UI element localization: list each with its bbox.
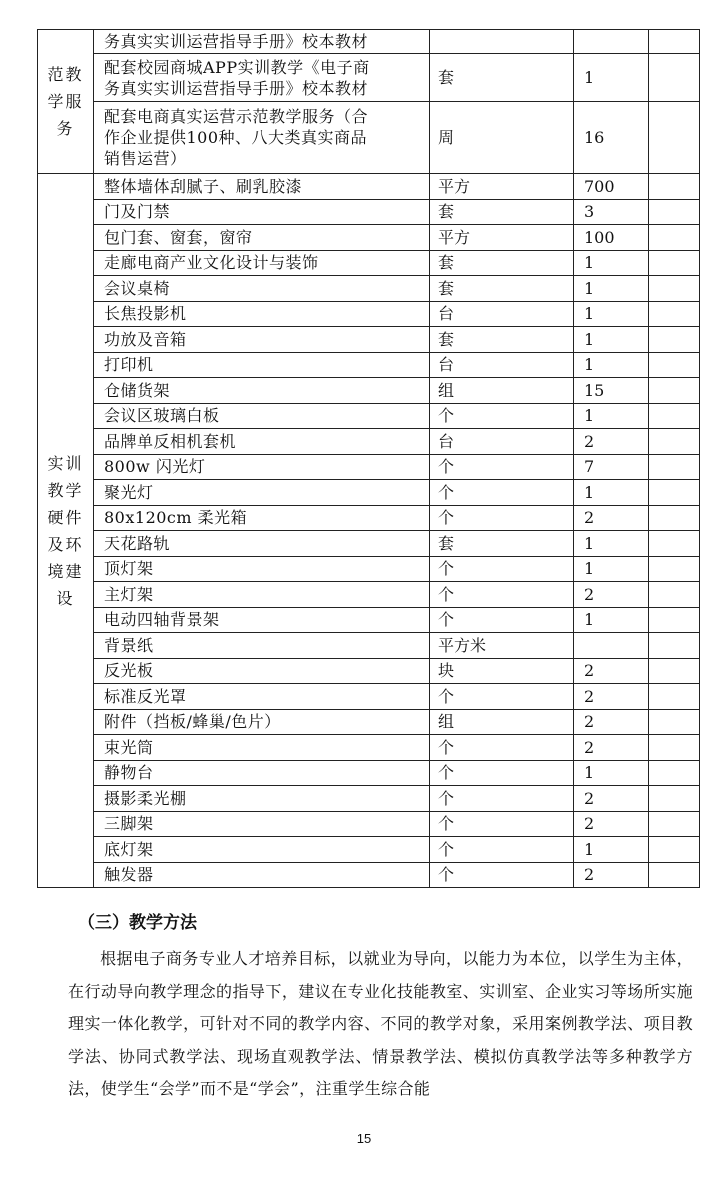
remarks-cell <box>649 556 700 582</box>
item-cell: 走廊电商产业文化设计与装饰 <box>94 250 430 276</box>
table-row <box>38 786 700 812</box>
table-row <box>38 480 700 506</box>
quantity-cell: 2 <box>574 709 649 735</box>
item-cell: 触发器 <box>94 862 430 888</box>
item-cell: 800w 闪光灯 <box>94 454 430 480</box>
item-cell: 标准反光罩 <box>94 684 430 710</box>
quantity-cell: 1 <box>574 480 649 506</box>
quantity-cell: 1 <box>574 760 649 786</box>
unit-cell: 个 <box>430 556 574 582</box>
quantity-cell: 1 <box>574 531 649 557</box>
quantity-cell <box>574 30 649 54</box>
item-cell: 摄影柔光棚 <box>94 786 430 812</box>
unit-cell: 个 <box>430 735 574 761</box>
unit-cell: 个 <box>430 403 574 429</box>
unit-cell: 套 <box>430 250 574 276</box>
unit-cell: 个 <box>430 454 574 480</box>
remarks-cell <box>649 102 700 174</box>
unit-cell: 周 <box>430 102 574 174</box>
table-row <box>38 684 700 710</box>
remarks-cell <box>649 30 700 54</box>
item-cell: 配套电商真实运营示范教学服务（合 作企业提供100种、八大类真实商品 销售运营） <box>94 102 430 174</box>
item-cell: 三脚架 <box>94 811 430 837</box>
table-row <box>38 607 700 633</box>
table-row <box>38 225 700 251</box>
remarks-cell <box>649 531 700 557</box>
remarks-cell <box>649 786 700 812</box>
unit-cell: 个 <box>430 684 574 710</box>
table-row <box>38 837 700 863</box>
unit-cell: 台 <box>430 352 574 378</box>
remarks-cell <box>649 735 700 761</box>
unit-cell: 套 <box>430 276 574 302</box>
table-row <box>38 709 700 735</box>
quantity-cell: 2 <box>574 505 649 531</box>
unit-cell: 个 <box>430 811 574 837</box>
quantity-cell: 700 <box>574 174 649 200</box>
table-row <box>38 327 700 353</box>
quantity-cell: 1 <box>574 54 649 102</box>
item-cell: 静物台 <box>94 760 430 786</box>
remarks-cell <box>649 760 700 786</box>
quantity-cell: 2 <box>574 735 649 761</box>
remarks-cell <box>649 454 700 480</box>
item-cell: 主灯架 <box>94 582 430 608</box>
table-row <box>38 250 700 276</box>
table-row <box>38 54 700 102</box>
remarks-cell <box>649 378 700 404</box>
table-row <box>38 199 700 225</box>
quantity-cell: 2 <box>574 658 649 684</box>
table-row <box>38 301 700 327</box>
quantity-cell: 1 <box>574 327 649 353</box>
remarks-cell <box>649 582 700 608</box>
remarks-cell <box>649 811 700 837</box>
remarks-cell <box>649 480 700 506</box>
quantity-cell: 2 <box>574 429 649 455</box>
quantity-cell: 1 <box>574 276 649 302</box>
quantity-cell: 2 <box>574 684 649 710</box>
page-number: 15 <box>356 1131 372 1146</box>
item-cell: 整体墙体刮腻子、刷乳胶漆 <box>94 174 430 200</box>
item-cell: 长焦投影机 <box>94 301 430 327</box>
unit-cell: 个 <box>430 582 574 608</box>
table-row <box>38 174 700 200</box>
unit-cell: 个 <box>430 760 574 786</box>
table-row <box>38 505 700 531</box>
item-cell: 底灯架 <box>94 837 430 863</box>
table-row <box>38 658 700 684</box>
item-cell: 品牌单反相机套机 <box>94 429 430 455</box>
unit-cell: 套 <box>430 531 574 557</box>
item-cell: 80x120cm 柔光箱 <box>94 505 430 531</box>
table-row <box>38 30 700 54</box>
remarks-cell <box>649 250 700 276</box>
quantity-cell: 1 <box>574 250 649 276</box>
quantity-cell <box>574 633 649 659</box>
quantity-cell: 2 <box>574 582 649 608</box>
item-cell: 功放及音箱 <box>94 327 430 353</box>
unit-cell: 套 <box>430 327 574 353</box>
body-paragraph-text: 根据电子商务专业人才培养目标，以就业为导向，以能力为本位，以学生为主体，在行动导向教学理念的指导下，建议在专业化技能教室、实训室、企业实习等场所实施理实一体化教学，可针对不同的教学内容、不同的教学对象，采用案例教学法、项目教学法、协同式教学法、现场直观教学法、情景教学法、模拟仿真教学法等多种教学方法，使学生“会学”而不是“学会”，注重学生综合能 <box>68 949 693 1098</box>
unit-cell: 个 <box>430 607 574 633</box>
remarks-cell <box>649 607 700 633</box>
unit-cell: 套 <box>430 54 574 102</box>
unit-cell: 平方 <box>430 174 574 200</box>
table-row <box>38 582 700 608</box>
table-row <box>38 862 700 888</box>
remarks-cell <box>649 174 700 200</box>
quantity-cell: 2 <box>574 862 649 888</box>
unit-cell: 组 <box>430 709 574 735</box>
remarks-cell <box>649 352 700 378</box>
table-row <box>38 735 700 761</box>
table-row <box>38 276 700 302</box>
item-cell: 仓储货架 <box>94 378 430 404</box>
item-cell: 务真实实训运营指导手册》校本教材 <box>94 30 430 54</box>
quantity-cell: 1 <box>574 352 649 378</box>
table-row <box>38 633 700 659</box>
remarks-cell <box>649 199 700 225</box>
item-cell: 顶灯架 <box>94 556 430 582</box>
table-row <box>38 378 700 404</box>
unit-cell: 个 <box>430 505 574 531</box>
unit-cell: 块 <box>430 658 574 684</box>
item-cell: 打印机 <box>94 352 430 378</box>
table-row <box>38 811 700 837</box>
remarks-cell <box>649 276 700 302</box>
unit-cell: 个 <box>430 837 574 863</box>
unit-cell: 个 <box>430 480 574 506</box>
unit-cell: 个 <box>430 786 574 812</box>
remarks-cell <box>649 684 700 710</box>
quantity-cell: 100 <box>574 225 649 251</box>
item-cell: 配套校园商城APP实训教学《电子商 务真实实训运营指导手册》校本教材 <box>94 54 430 102</box>
remarks-cell <box>649 429 700 455</box>
remarks-cell <box>649 301 700 327</box>
body-paragraph <box>68 943 693 1106</box>
item-cell: 聚光灯 <box>94 480 430 506</box>
quantity-cell: 1 <box>574 403 649 429</box>
table-row <box>38 403 700 429</box>
item-cell: 反光板 <box>94 658 430 684</box>
table-row <box>38 531 700 557</box>
quantity-cell: 16 <box>574 102 649 174</box>
table-row <box>38 556 700 582</box>
item-cell: 会议桌椅 <box>94 276 430 302</box>
quantity-cell: 1 <box>574 607 649 633</box>
equipment-table <box>37 29 700 888</box>
remarks-cell <box>649 54 700 102</box>
remarks-cell <box>649 327 700 353</box>
item-cell: 包门套、窗套，窗帘 <box>94 225 430 251</box>
unit-cell: 个 <box>430 862 574 888</box>
category-cell: 范教 学服 务 <box>38 30 94 174</box>
item-cell: 背景纸 <box>94 633 430 659</box>
table-row <box>38 429 700 455</box>
item-cell: 门及门禁 <box>94 199 430 225</box>
unit-cell: 台 <box>430 429 574 455</box>
remarks-cell <box>649 505 700 531</box>
unit-cell: 台 <box>430 301 574 327</box>
table-row <box>38 102 700 174</box>
table-row <box>38 760 700 786</box>
item-cell: 电动四轴背景架 <box>94 607 430 633</box>
remarks-cell <box>649 862 700 888</box>
table-row <box>38 454 700 480</box>
quantity-cell: 1 <box>574 556 649 582</box>
unit-cell: 组 <box>430 378 574 404</box>
unit-cell: 套 <box>430 199 574 225</box>
unit-cell <box>430 30 574 54</box>
quantity-cell: 2 <box>574 811 649 837</box>
remarks-cell <box>649 837 700 863</box>
quantity-cell: 7 <box>574 454 649 480</box>
unit-cell: 平方米 <box>430 633 574 659</box>
quantity-cell: 1 <box>574 837 649 863</box>
item-cell: 附件（挡板/蜂巢/色片） <box>94 709 430 735</box>
remarks-cell <box>649 225 700 251</box>
table-row <box>38 352 700 378</box>
unit-cell: 平方 <box>430 225 574 251</box>
item-cell: 天花路轨 <box>94 531 430 557</box>
quantity-cell: 3 <box>574 199 649 225</box>
remarks-cell <box>649 403 700 429</box>
item-cell: 束光筒 <box>94 735 430 761</box>
remarks-cell <box>649 709 700 735</box>
item-cell: 会议区玻璃白板 <box>94 403 430 429</box>
quantity-cell: 15 <box>574 378 649 404</box>
quantity-cell: 2 <box>574 786 649 812</box>
category-cell: 实训 教学 硬件 及环 境建 设 <box>38 174 94 888</box>
remarks-cell <box>649 658 700 684</box>
quantity-cell: 1 <box>574 301 649 327</box>
section-heading: （三）教学方法 <box>78 913 197 933</box>
remarks-cell <box>649 633 700 659</box>
